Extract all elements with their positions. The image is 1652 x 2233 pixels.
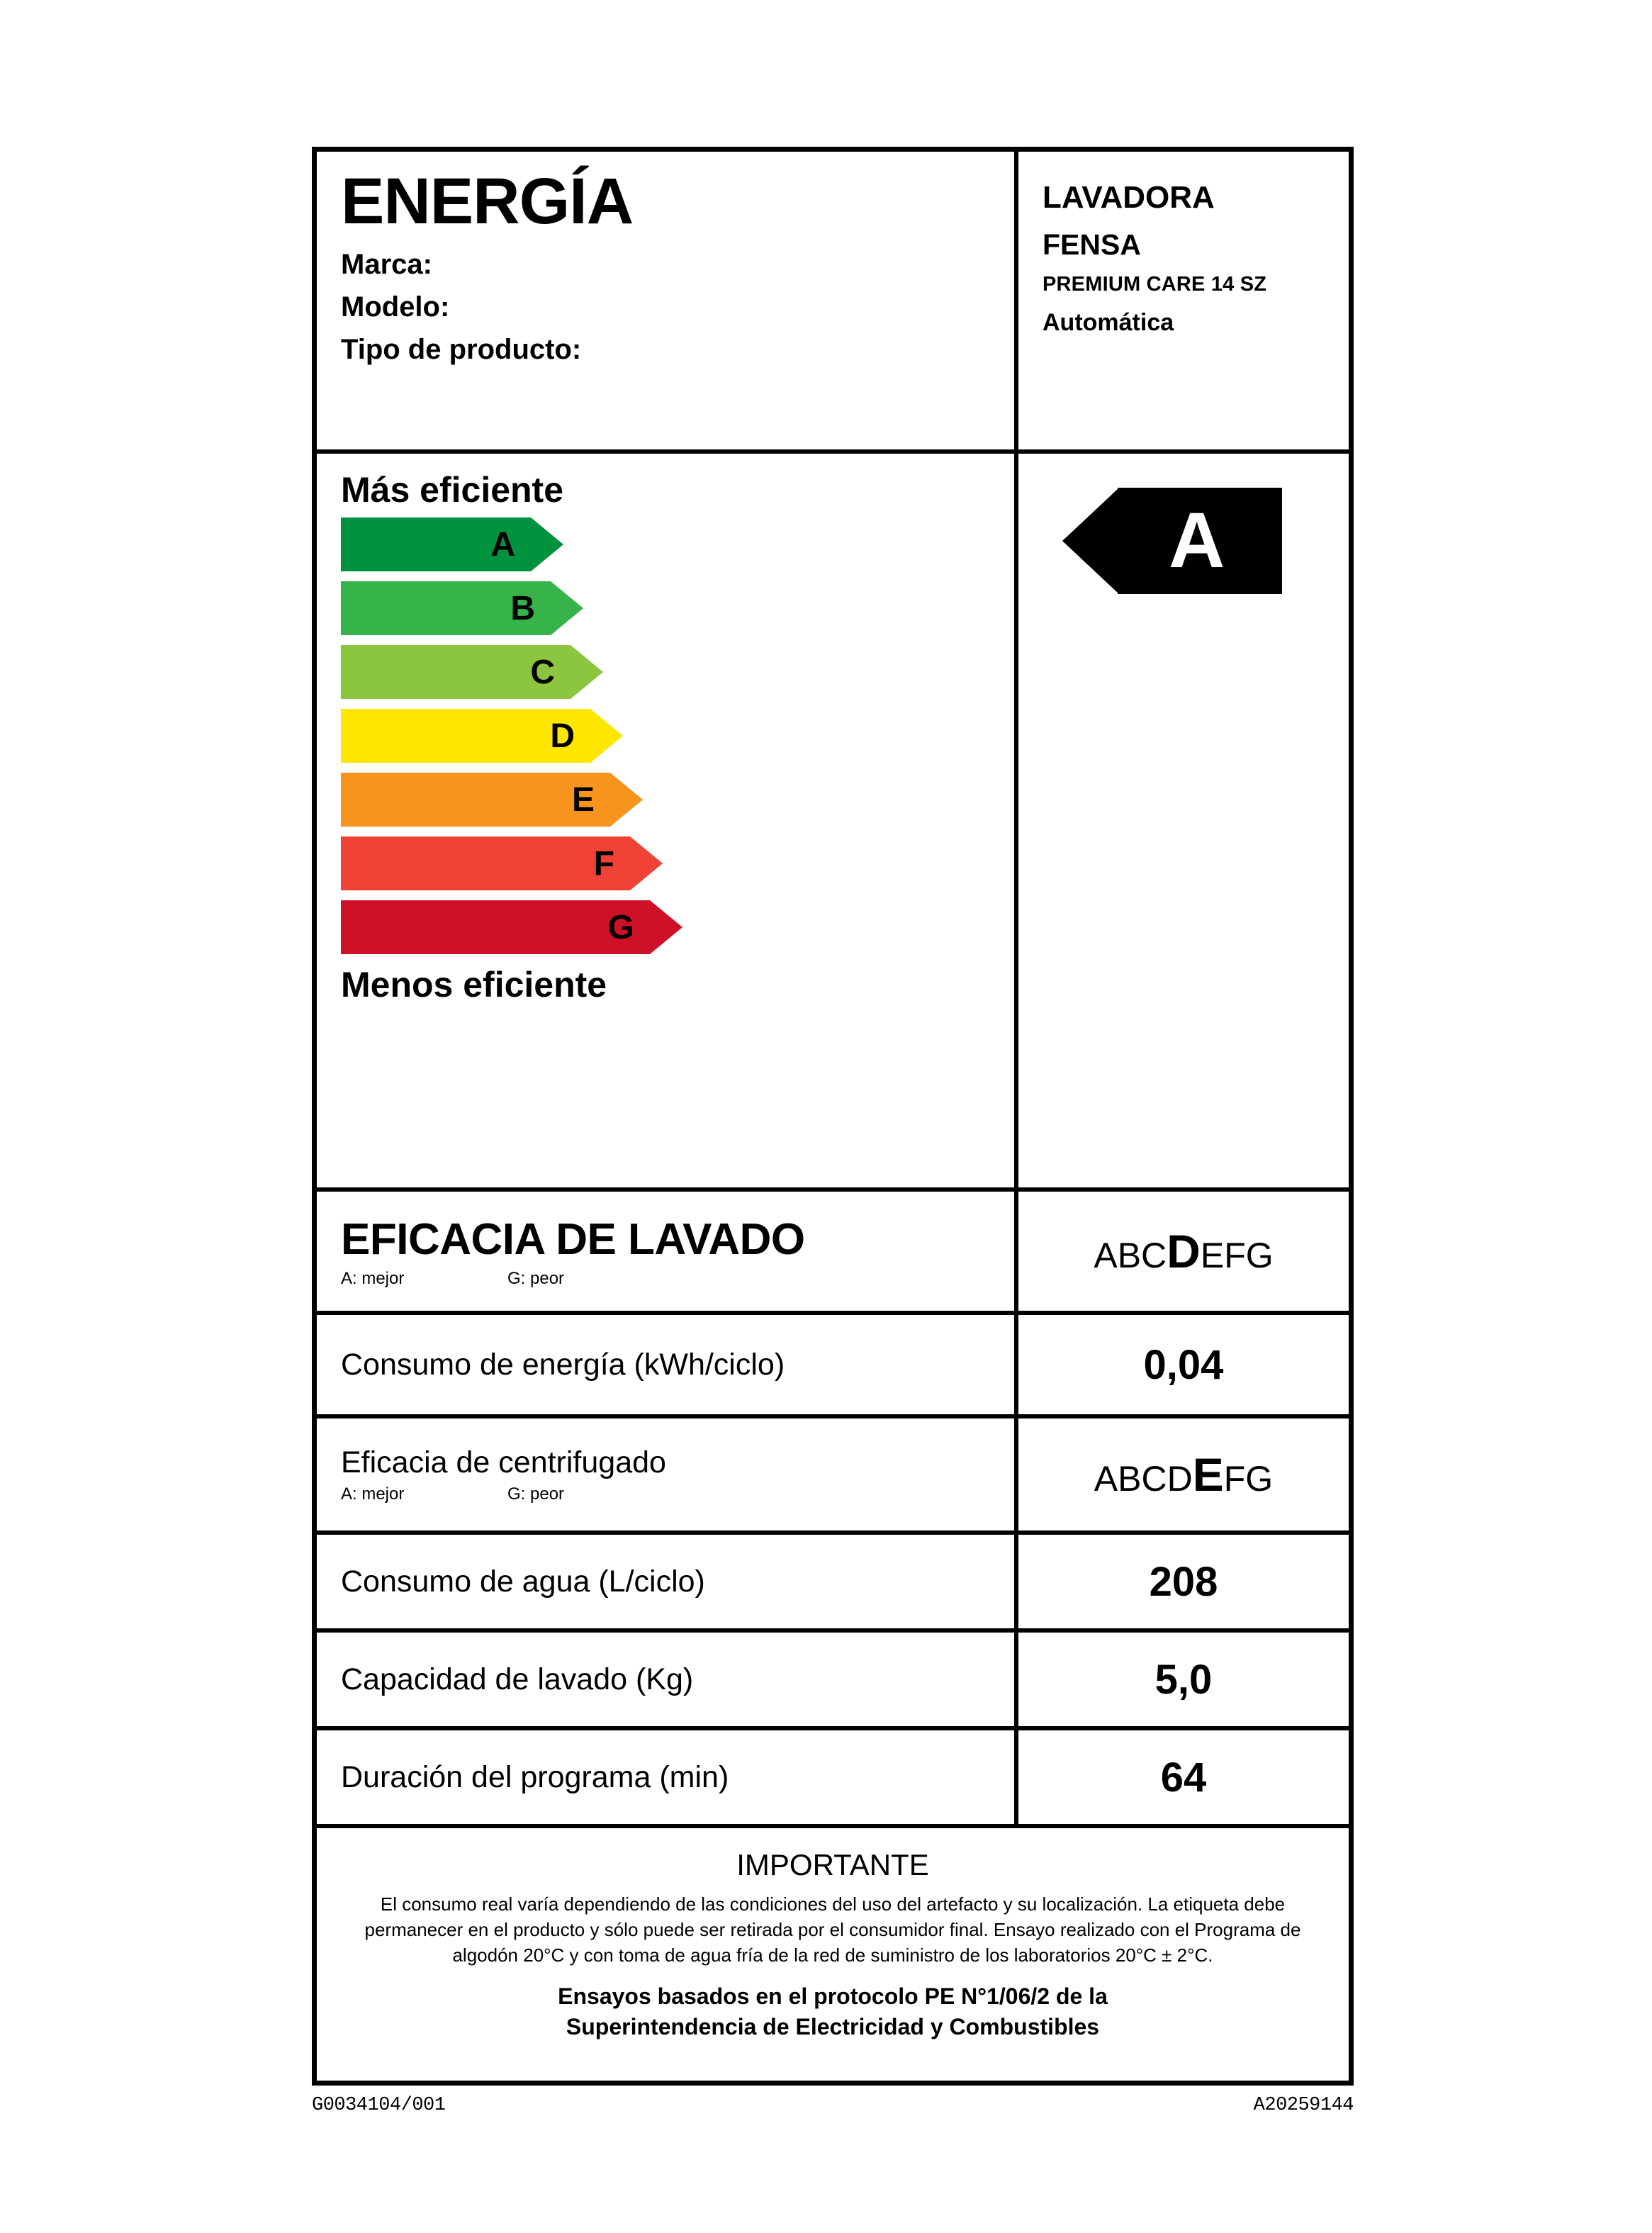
wash-efficiency-scale-value	[1094, 1224, 1273, 1278]
legend-best: A: mejor	[341, 1484, 405, 1504]
least-efficient-label: Menos eficiente	[341, 965, 607, 1004]
wash-capacity-label-cell	[317, 1633, 1018, 1726]
footer-left-code: G0034104/001	[312, 2095, 446, 2116]
scale-after: FG	[1223, 1459, 1274, 1499]
scale-arrows-block	[317, 454, 1018, 1187]
efficiency-class-letter: C	[530, 653, 555, 691]
wash-capacity-value: 5,0	[1154, 1656, 1213, 1703]
efficiency-class-f	[341, 836, 1014, 890]
spin-efficiency-value-cell	[1018, 1418, 1349, 1530]
product-type-value: Automática	[1043, 309, 1174, 336]
efficiency-class-letter: A	[490, 525, 515, 564]
energy-consumption-label: Consumo de energía (kWh/ciclo)	[341, 1347, 785, 1382]
efficiency-bar	[341, 773, 610, 827]
efficiency-bar-tip	[630, 836, 663, 890]
wash-capacity-value-cell	[1018, 1633, 1349, 1726]
water-consumption-value: 208	[1149, 1558, 1218, 1605]
efficiency-arrows	[341, 517, 1014, 954]
efficiency-class-d	[341, 709, 1014, 763]
efficiency-class-letter: G	[607, 908, 634, 946]
efficiency-class-letter: F	[593, 844, 614, 883]
rating-letter: A	[1169, 497, 1225, 584]
legend-worst: G: peor	[507, 1484, 565, 1504]
efficiency-bar	[341, 709, 590, 763]
brand-label: Marca:	[341, 248, 432, 280]
efficiency-scale-block	[317, 454, 1349, 1187]
efficiency-bar-tip	[531, 517, 563, 571]
brand-value: FENSA	[1043, 228, 1141, 261]
program-duration-label-cell	[317, 1730, 1018, 1824]
efficiency-bar	[341, 517, 531, 571]
protocol-line-1: Ensayos basados en el protocolo PE N°1/06/2 de la	[558, 1983, 1108, 2009]
rating-arrow-point	[1062, 488, 1119, 594]
scale-mark: E	[1192, 1448, 1224, 1501]
water-consumption-value-cell	[1018, 1535, 1349, 1628]
table-row	[317, 1192, 1349, 1311]
water-consumption-label: Consumo de agua (L/ciclo)	[341, 1564, 705, 1599]
rating-arrow-icon	[1062, 488, 1282, 594]
most-efficient-label: Más eficiente	[341, 470, 564, 510]
legend-worst: G: peor	[507, 1268, 565, 1288]
program-duration-value-cell	[1018, 1730, 1349, 1824]
protocol-line-2: Superintendencia de Electricidad y Combustibles	[566, 2013, 1100, 2039]
wash-efficiency-label: EFICACIA DE LAVADO	[341, 1214, 805, 1264]
efficiency-bar	[341, 581, 551, 635]
header-left-block	[317, 152, 1018, 449]
scale-before: ABCD	[1094, 1459, 1193, 1499]
product-type-label: Tipo de producto:	[341, 333, 582, 365]
efficiency-class-c	[341, 645, 1014, 699]
spin-efficiency-legend	[341, 1484, 1014, 1504]
table-row	[317, 1633, 1349, 1726]
table-row	[317, 1418, 1349, 1530]
efficiency-bar-tip	[610, 773, 643, 827]
header-right-block	[1018, 152, 1349, 449]
wash-capacity-label: Capacidad de lavado (Kg)	[341, 1662, 694, 1696]
water-consumption-label-cell	[317, 1535, 1018, 1628]
efficiency-bar	[341, 900, 650, 954]
efficiency-class-letter: B	[510, 589, 535, 627]
scale-mark: D	[1167, 1225, 1201, 1277]
legend-best: A: mejor	[341, 1268, 405, 1288]
spin-efficiency-label-cell	[317, 1418, 1018, 1530]
scale-after: EFG	[1200, 1236, 1274, 1275]
energy-label	[312, 147, 1354, 2086]
efficiency-bar	[341, 836, 630, 890]
model-value: PREMIUM CARE 14 SZ	[1043, 273, 1267, 296]
program-duration-label: Duración del programa (min)	[341, 1759, 729, 1794]
important-title: IMPORTANTE	[736, 1848, 929, 1881]
rating-block	[1018, 454, 1349, 1187]
footer-codes	[312, 2095, 1354, 2116]
spin-efficiency-label: Eficacia de centrifugado	[341, 1445, 666, 1479]
efficiency-bar-tip	[571, 645, 603, 699]
efficiency-class-b	[341, 581, 1014, 635]
important-block	[317, 1828, 1349, 2042]
efficiency-bar-tip	[650, 900, 682, 954]
scale-before: ABC	[1094, 1236, 1167, 1275]
important-paragraph: El consumo real varía dependiendo de las condiciones del uso del artefacto y su localización. La etiqueta debe permanecer en el producto y sólo puede ser retirada por el consumidor final. Ensayo realizado con el Programa de algodón 20°C y con toma de agua fría de la red de suministro de los laboratorios 20°C ± 2°C.	[364, 1893, 1301, 1966]
efficiency-class-g	[341, 900, 1014, 954]
product-category: LAVADORA	[1043, 180, 1215, 215]
efficiency-bar-tip	[590, 709, 623, 763]
spin-efficiency-scale-value	[1094, 1448, 1273, 1501]
efficiency-class-letter: D	[550, 717, 575, 755]
label-header	[317, 152, 1349, 449]
efficiency-class-e	[341, 773, 1014, 827]
wash-efficiency-legend	[341, 1269, 1014, 1289]
wash-efficiency-value-cell	[1018, 1192, 1349, 1311]
model-label: Modelo:	[341, 291, 450, 323]
energy-consumption-value-cell	[1018, 1315, 1349, 1414]
energy-consumption-label-cell	[317, 1315, 1018, 1414]
program-duration-value: 64	[1160, 1754, 1207, 1801]
efficiency-bar-tip	[551, 581, 583, 635]
table-row	[317, 1315, 1349, 1414]
table-row	[317, 1730, 1349, 1824]
page-title: ENERGÍA	[341, 165, 634, 237]
energy-consumption-value: 0,04	[1143, 1341, 1224, 1388]
footer-right-code: A20259144	[1253, 2095, 1354, 2116]
efficiency-class-a	[341, 517, 1014, 571]
efficiency-bar	[341, 645, 571, 699]
wash-efficiency-label-cell	[317, 1192, 1018, 1311]
table-row	[317, 1535, 1349, 1628]
efficiency-class-letter: E	[571, 780, 595, 819]
